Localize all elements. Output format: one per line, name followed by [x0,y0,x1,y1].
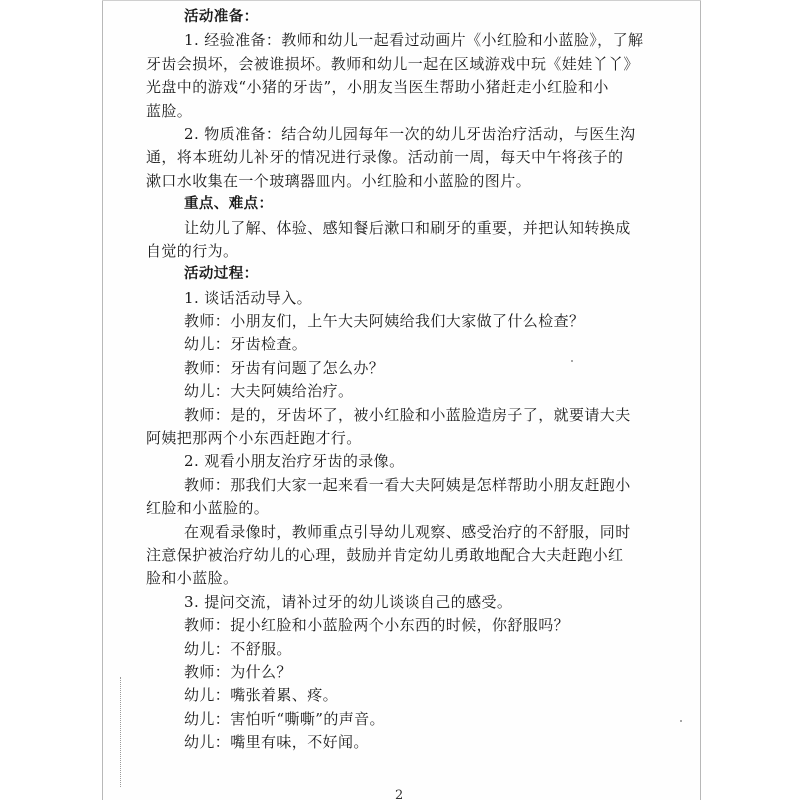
text-line: 教师：是的，牙齿坏了，被小红脸和小蓝脸造房子了，就要请大夫 [184,405,631,424]
text-line: 教师：小朋友们，上午大夫阿姨给我们大家做了什么检查？ [184,312,585,331]
text-line: 牙齿会损坏，会被谁损坏。教师和幼儿一起在区域游戏中玩《娃娃丫丫》 [146,54,639,73]
page-top-edge [102,0,701,1]
text-line: 蓝脸。 [146,101,193,120]
text-line: 让幼儿了解、体验、感知餐后漱口和刷牙的重要，并把认知转换成 [184,218,631,237]
text-line: 教师：捉小红脸和小蓝脸两个小东西的时候，你舒服吗？ [184,616,570,635]
document-body [146,6,666,755]
text-line: 幼儿：嘴里有味，不好闻。 [184,733,369,752]
page-number: 2 [395,788,404,803]
section-heading: 活动过程： [184,266,259,283]
text-line: 在观看录像时，教师重点引导幼儿观察、感受治疗的不舒服，同时 [184,522,631,541]
scan-speck [680,720,682,722]
text-line: 自觉的行为。 [146,241,239,260]
text-line: 2. 物质准备：结合幼儿园每年一次的幼儿牙齿治疗活动，与医生沟 [184,124,636,143]
text-line: 3. 提问交流，请补过牙的幼儿谈谈自己的感受。 [184,592,513,611]
text-line: 幼儿：不舒服。 [184,639,292,658]
text-line: 通，将本班幼儿补牙的情况进行录像。活动前一周，每天中午将孩子的 [146,148,624,167]
text-line: 红脸和小蓝脸的。 [146,499,270,518]
text-line: 1. 经验准备：教师和幼儿一起看过动画片《小红脸和小蓝脸》，了解 [184,31,644,50]
text-line: 漱口水收集在一个玻璃器皿内。小红脸和小蓝脸的图片。 [146,171,532,190]
text-line: 脸和小蓝脸。 [146,569,239,588]
text-line: 阿姨把那两个小东西赶跑才行。 [146,429,362,448]
text-line: 幼儿：害怕听“嘶嘶”的声音。 [184,709,385,728]
text-line: 幼儿：嘴张着累、疼。 [184,686,339,705]
text-line: 幼儿：牙齿检查。 [184,335,308,354]
scan-speck [571,360,573,362]
text-line: 教师：牙齿有问题了怎么办？ [184,358,385,377]
section-heading: 重点、难点： [184,196,274,213]
text-line: 1. 谈话活动导入。 [184,288,313,307]
text-line: 2. 观看小朋友治疗牙齿的录像。 [184,452,405,471]
text-line: 光盘中的游戏“小猪的牙齿”，小朋友当医生帮助小猪赶走小红脸和小 [146,78,609,97]
text-line: 教师：那我们大家一起来看一看大夫阿姨是怎样帮助小朋友赶跑小 [184,475,631,494]
text-line: 幼儿：大夫阿姨给治疗。 [184,382,354,401]
text-line: 教师：为什么？ [184,662,292,681]
text-line: 注意保护被治疗幼儿的心理，鼓励并肯定幼儿勇敢地配合大夫赶跑小红 [146,545,624,564]
section-heading: 活动准备： [184,9,259,25]
dotted-margin-rule [120,677,123,787]
